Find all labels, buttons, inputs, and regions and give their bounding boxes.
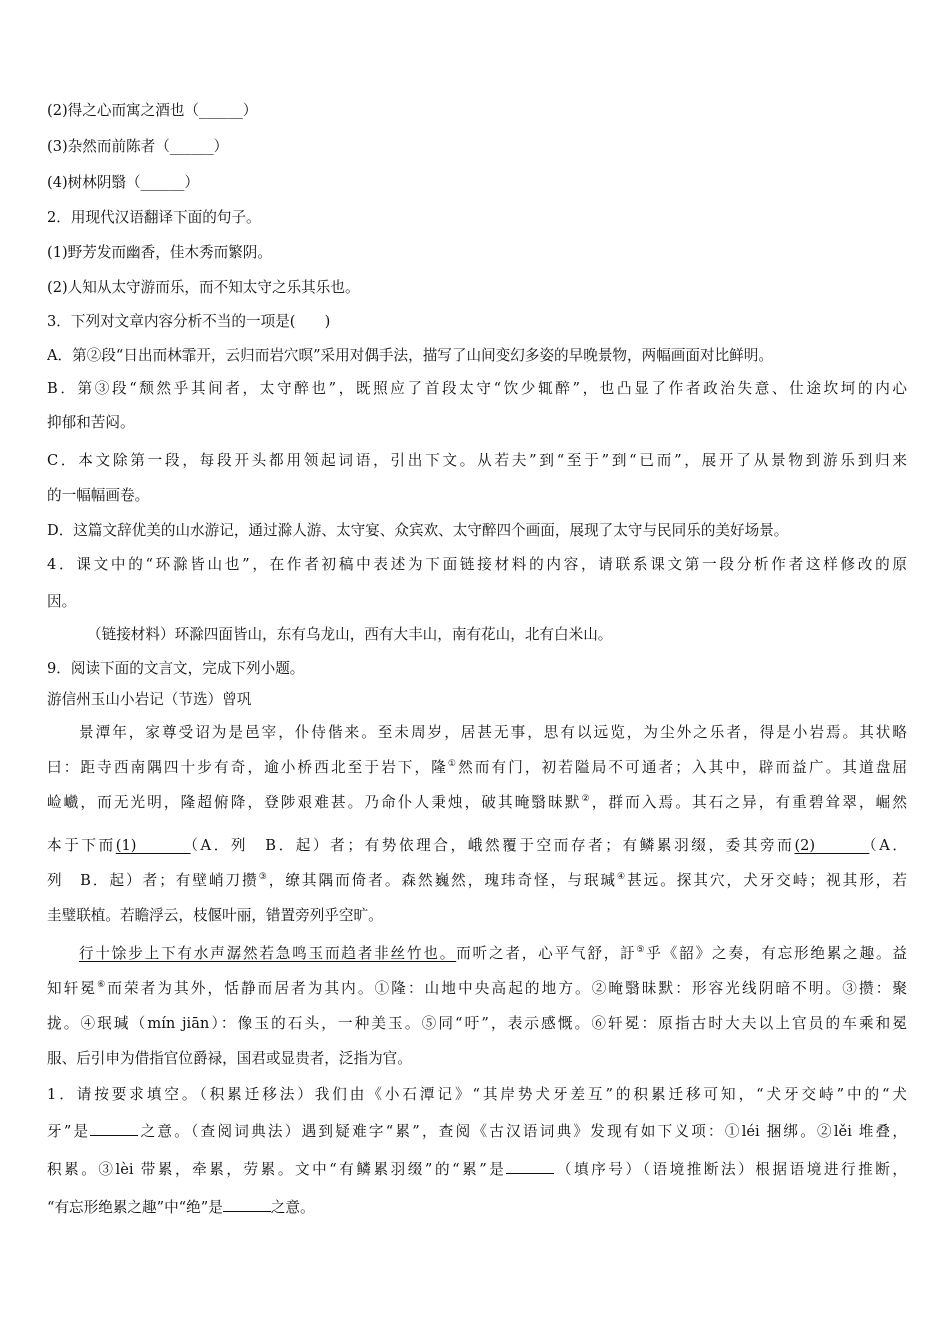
- fill-question-line-2: 牙”是 之意。（查阅词典法）遇到疑难字“累”，查阅《古汉语词典》发现有如下义项：①léi 捆绑。②lěi 堆叠，: [47, 1123, 907, 1140]
- question-3-heading: 3．下列对文章内容分析不当的一项是( ): [47, 313, 331, 330]
- option-b-cont: 抑郁和苦闷。: [47, 414, 135, 431]
- option-c-cont: 的一幅幅画卷。: [47, 487, 150, 504]
- passage-line-8: 知轩冕⑥而荣者为其外，恬静而居者为其内。①隆：山地中央高起的地方。②晻翳昧默：形容光线阴暗不明。③攒：聚: [47, 980, 907, 997]
- footnote-mark-2: ②: [581, 794, 592, 805]
- option-a: A．第②段“日出而林霏开，云归而岩穴暝”采用对偶手法，描写了山间变幻多姿的早晚景物，两幅画面对比鲜明。: [47, 347, 773, 364]
- passage-line-4: 本于下而(1) （A．列 B．起）者；有势依理合，峨然覆于空而存者；有鳞累羽缀，委其旁而(2) （A．: [47, 837, 907, 854]
- passage-line-6: 圭璧联植。若瞻浮云，枝偃叶丽，错置旁列乎空旷。: [47, 907, 383, 924]
- question-2-heading: 2．用现代汉语翻译下面的句子。: [47, 209, 261, 226]
- passage-title: 游信州玉山小岩记（节选）曾巩: [47, 691, 252, 708]
- footnote-mark-5: ⑤: [636, 945, 647, 956]
- option-b: B．第③段“颓然乎其间者，太守醉也”，既照应了首段太守“饮少辄醉”，也凸显了作者政治失意、仕途坎坷的内心: [47, 380, 907, 397]
- question-4-cont: 因。: [47, 593, 77, 610]
- translate-sentence-2: (2)人知从太守游而乐，而不知太守之乐其乐也。: [47, 279, 360, 296]
- fill-question-line-3: 积累。③lèi 带累，牵累，劳累。文中“有鳞累羽缀”的“累”是 （填序号）（语境推断法）根据语境进行推断，: [47, 1161, 907, 1178]
- option-d: D．这篇文辞优美的山水游记，通过滁人游、太守宴、众宾欢、太守醉四个画面，展现了太守与民同乐的美好场景。: [47, 522, 789, 539]
- footnote-mark-3: ③: [258, 872, 269, 883]
- footnote-mark-1: ①: [447, 759, 459, 770]
- linked-material: （链接材料）环滁四面皆山，东有乌龙山，西有大丰山，南有花山，北有白米山。: [87, 626, 613, 643]
- answer-blank-3[interactable]: [223, 1197, 271, 1212]
- footnote-mark-4: ④: [617, 872, 628, 883]
- fill-question-line-1: 1．请按要求填空。（积累迁移法）我们由《小石潭记》“其岸势犬牙差互”的积累迁移可知，“犬牙交峙”中的“犬: [47, 1086, 907, 1103]
- answer-blank-1[interactable]: [90, 1121, 138, 1136]
- question-9-heading: 9．阅读下面的文言文，完成下列小题。: [47, 660, 305, 677]
- footnotes-line-3: 服、后引申为借指官位爵禄，国君或显贵者，泛指为官。: [47, 1050, 412, 1067]
- passage-line-7: 行十馀步上下有水声潺然若急鸣玉而趋者非丝竹也。而听之者，心平气舒，訏⑤乎《韶》之奏，有忘形绝累之趣。益: [79, 945, 907, 962]
- passage-line-5: 列 B．起）者；有壁峭刀攒③，缭其隅而倚者。森然巍然，瑰玮奇怪，与珉瑊④甚远。探其穴，犬牙交峙；视其形，若: [47, 872, 907, 889]
- passage-line-3: 崄巇，而无光明，隆超俯降，登陟艰难甚。乃命仆人秉烛，破其晻翳昧默②，群而入焉。其石之异，有重碧耸翠，崛然: [47, 794, 907, 811]
- footnote-mark-6: ⑥: [97, 980, 108, 991]
- passage-line-2: 曰：距寺西南隅四十步有奇，逾小桥西北至于岩下，隆①然而有门，初若隘局不可通者；入其中，辟而益广。其道盘屈: [47, 759, 907, 776]
- footnotes-line-2: 拢。④珉瑊（mín jiān）：像玉的石头，一种美玉。⑤同“吁”，表示感慨。⑥轩冕：原指古时大夫以上官员的车乘和冕: [47, 1015, 907, 1032]
- question-item-4: (4)树林阴翳（______）: [47, 174, 200, 191]
- fill-question-line-4: “有忘形绝累之趣”中“绝”是 之意。: [47, 1199, 315, 1216]
- blank-1[interactable]: (1): [115, 837, 137, 854]
- question-item-2: (2)得之心而寓之酒也（______）: [47, 102, 258, 119]
- question-4: 4．课文中的“环滁皆山也”，在作者初稿中表述为下面链接材料的内容，请联系课文第一段分析作者这样修改的原: [47, 556, 907, 573]
- translate-sentence-1: (1)野芳发而幽香，佳木秀而繁阴。: [47, 244, 272, 261]
- question-item-3: (3)杂然而前陈者（______）: [47, 138, 229, 155]
- answer-blank-2[interactable]: [506, 1159, 554, 1174]
- underlined-sentence: 行十馀步上下有水声潺然若急鸣玉而趋者非丝竹也。: [79, 945, 457, 962]
- option-c: C．本文除第一段，每段开头都用领起词语，引出下文。从若夫”到“至于”到“已而”，展开了从景物到游乐到归来: [47, 452, 907, 469]
- blank-2[interactable]: (2): [794, 837, 816, 854]
- passage-line-1: 景潭年，家尊受诏为是邑宰，仆侍偕来。至未周岁，居甚无事，思有以远览，为尘外之乐者，得是小岩焉。其状略: [79, 724, 907, 741]
